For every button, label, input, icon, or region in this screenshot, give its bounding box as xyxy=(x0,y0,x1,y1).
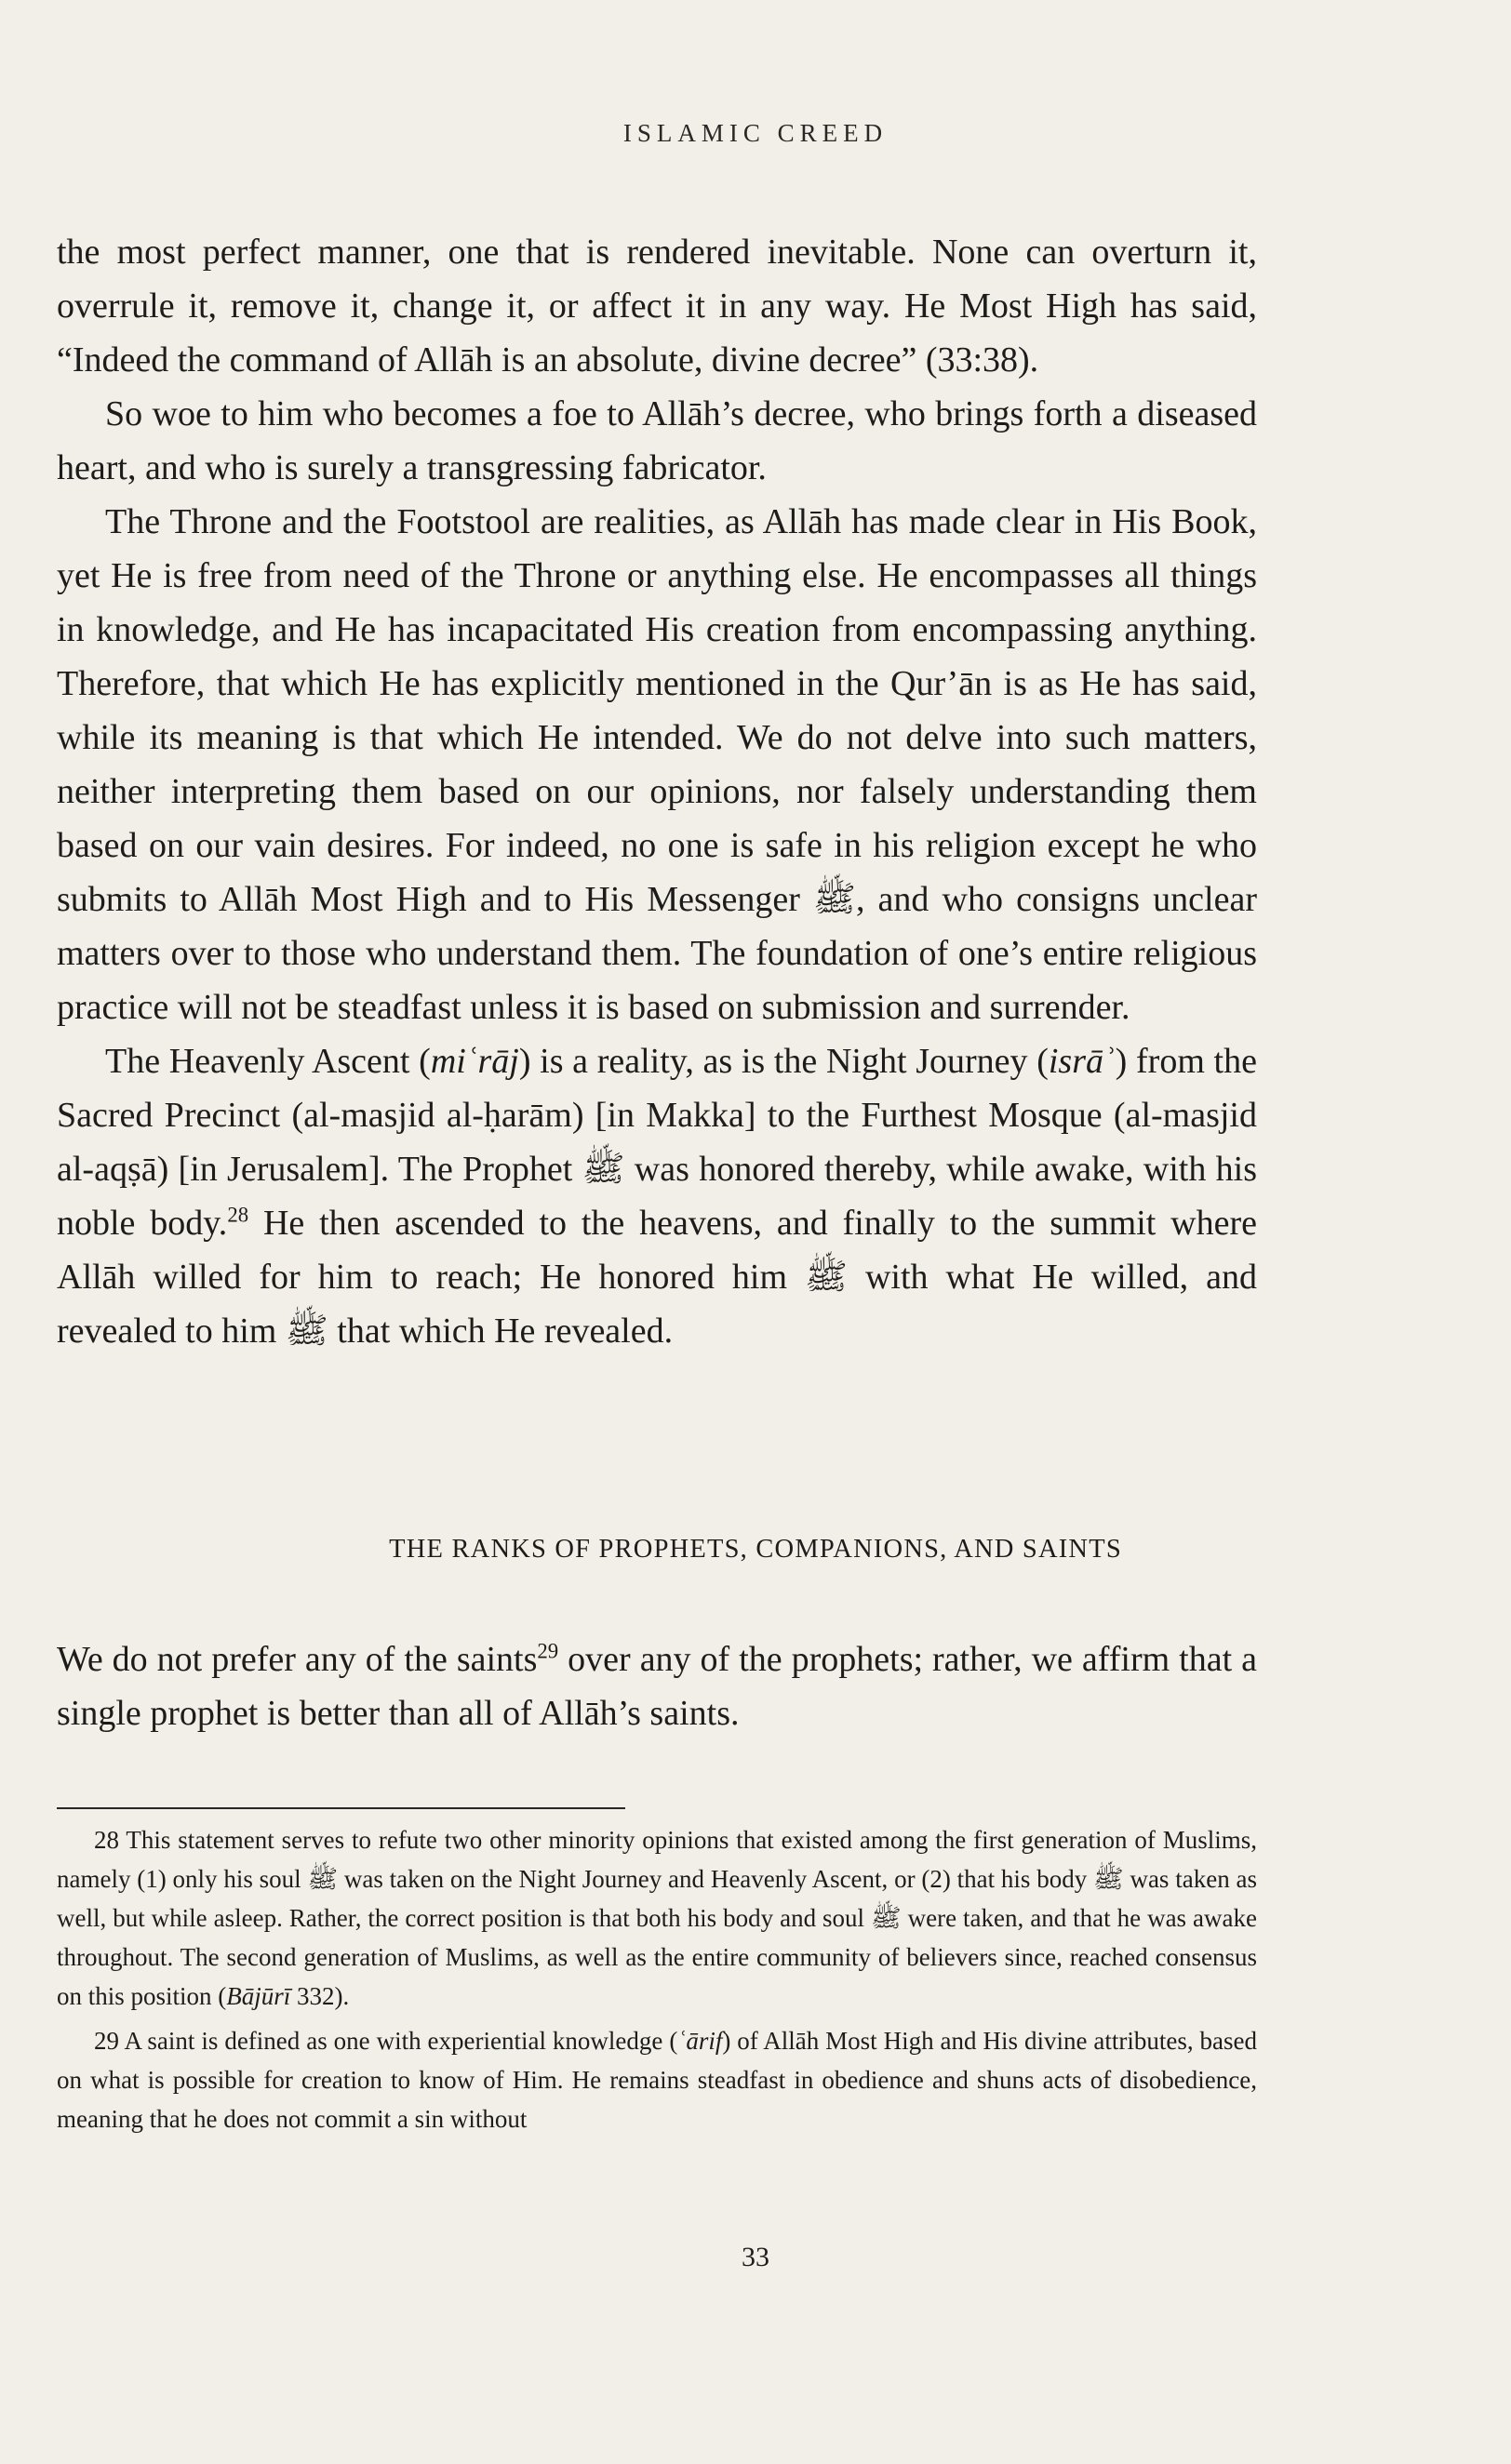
paragraph-saints xyxy=(57,1632,1257,1740)
term-miraj: miʿrāj xyxy=(430,1042,519,1081)
term-arif: ʿārif xyxy=(677,2027,723,2055)
footnote-divider xyxy=(57,1807,625,1809)
paragraph-woe: So woe to him who becomes a foe to Allāh’s decree, who brings forth a diseased heart, and who is surely a transgressing fabricator. xyxy=(57,394,1257,487)
footnote-ref-28[interactable]: 28 xyxy=(227,1203,249,1227)
footnotes xyxy=(57,1820,1257,2144)
footnote-ref-29[interactable]: 29 xyxy=(537,1639,559,1663)
footnote-28-number: 28 xyxy=(94,1826,119,1854)
section-heading: THE RANKS OF PROPHETS, COMPANIONS, AND SAINTS xyxy=(389,1535,1122,1564)
paragraph-heavenly-ascent xyxy=(57,1034,1257,1358)
saints-text-2: over any of the prophets; rather, we affirm that a single prophet is better than all of Allāh’s saints. xyxy=(57,1640,1257,1733)
ascent-text-1: The Heavenly Ascent ( xyxy=(105,1042,431,1081)
footnote-28-source-page: 332). xyxy=(290,1982,350,2010)
footnote-28 xyxy=(57,1820,1257,2016)
saints-text-1: We do not prefer any of the saints xyxy=(57,1640,538,1679)
footnote-29-text-b: ) of Allāh Most High and His divine attributes, based on what is possible for creation to know of Him. He remains steadfast in obedience and shuns acts of disobedience, meaning that he does not commit a sin without xyxy=(57,2027,1258,2133)
ascent-text-4: He then ascended to the heavens, and finally to the summit where Allāh willed for him to reach; He honored him ﷺ with what He willed, and revealed to him ﷺ that which He revealed. xyxy=(57,1204,1257,1351)
page-number: 33 xyxy=(742,2242,769,2272)
body-text xyxy=(57,225,1257,1358)
ascent-text-3: ) from the Sacred Precinct (al-masjid al-ḥarām) [in Makka] to the Furthest Mosque (al-masjid al-aqṣā) [in Jerusalem]. The Prophet ﷺ was honored thereby, while awake, with his noble body. xyxy=(57,1042,1257,1243)
ascent-text-2: ) is a reality, as is the Night Journey ( xyxy=(518,1042,1049,1081)
footnote-29-number: 29 xyxy=(94,2027,119,2055)
section-body-text xyxy=(57,1632,1257,1740)
running-head: ISLAMIC CREED xyxy=(622,119,889,147)
footnote-29-text-a: A saint is defined as one with experiential knowledge ( xyxy=(124,2027,678,2055)
term-isra: isrāʾ xyxy=(1048,1042,1116,1081)
footnote-28-source: Bājūrī xyxy=(226,1982,291,2010)
footnote-29 xyxy=(57,2021,1257,2138)
paragraph-decree-continuation: the most perfect manner, one that is rendered inevitable. None can overturn it, overrule it, remove it, change it, or affect it in any way. He Most High has said, “Indeed the command of Allāh is an absolute, divine decree” (33:38). xyxy=(57,233,1257,380)
footnote-28-text: This statement serves to refute two other minority opinions that existed among the first generation of Muslims, namely (1) only his soul ﷺ was taken on the Night Journey and Heavenly Ascent, or (2) that his body ﷺ was taken as well, but while asleep. Rather, the correct position is that both his body and soul ﷺ were taken, and that he was awake throughout. The second generation of Muslims, as well as the entire community of believers since, reached consensus on this position ( xyxy=(57,1826,1257,2010)
paragraph-throne-footstool: The Throne and the Footstool are realities, as Allāh has made clear in His Book, yet He is free from need of the Throne or anything else. He encompasses all things in knowledge, and He has incapacitated His creation from encompassing anything. Therefore, that which He has explicitly mentioned in the Qur’ān is as He has said, while its meaning is that which He intended. We do not delve into such matters, neither interpreting them based on our opinions, nor falsely understanding them based on our vain desires. For indeed, no one is safe in his religion except he who submits to Allāh Most High and to His Messenger ﷺ, and who consigns unclear matters over to those who understand them. The foundation of one’s entire religious practice will not be steadfast unless it is based on submission and surrender. xyxy=(57,502,1257,1027)
